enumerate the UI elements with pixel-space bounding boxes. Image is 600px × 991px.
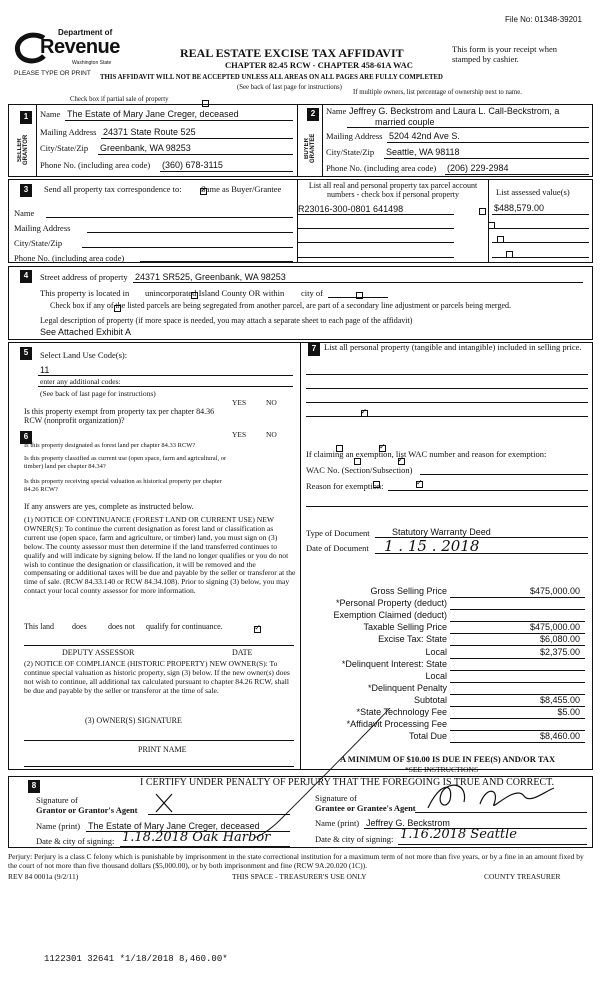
send-correspondence-label: Send all property tax correspondence to:	[44, 184, 182, 194]
warning-text: THIS AFFIDAVIT WILL NOT BE ACCEPTED UNLESS ALL AREAS ON ALL PAGES ARE FULLY COMPLETED	[100, 74, 443, 81]
date-label: DATE	[232, 648, 253, 657]
rule	[133, 282, 583, 283]
form-subtitle: CHAPTER 82.45 RCW - CHAPTER 458-61A WAC	[225, 60, 413, 70]
buyer-city-label: City/State/Zip	[326, 147, 375, 157]
fee-value[interactable]: $6,080.00	[539, 634, 580, 645]
notice-compliance: (2) NOTICE OF COMPLIANCE (HISTORIC PROPERTY) NEW OWNER(S): To continue special valuation as historic property, sign (3) below. If the new owner(s) does not wish to continue, all additional tax calculated pursuant to chapter 84.26 RCW, shall be due and payable by the seller or transferor at the time of sale.	[24, 659, 290, 695]
fee-label: Excise Tax: State	[378, 634, 447, 645]
street-field[interactable]: 24371 SR525, Greenbank, WA 98253	[135, 272, 286, 282]
s6-no-header: NO	[266, 430, 277, 439]
fee-value[interactable]: $8,460.00	[539, 731, 580, 742]
cross-out-stroke	[240, 700, 400, 840]
this-land-label: This land	[24, 622, 54, 631]
fee-label: Exemption Claimed (deduct)	[333, 610, 447, 621]
dor-logo	[14, 26, 124, 70]
fee-label: Total Due	[408, 731, 447, 742]
current-use-question: Is this property classified as current use (open space, farm and agricultural, or timber) land per chapter 84.34?	[24, 455, 227, 470]
buyer-phone-label: Phone No. (including area code)	[326, 163, 437, 173]
doc-date-label: Date of Document	[306, 543, 369, 553]
fee-value[interactable]: $475,000.00	[529, 586, 580, 596]
segregated-label: Check box if any of the listed parcels are being segregated from another parcel, are part of a secondary line adjustment or parcels being merged.	[50, 301, 511, 310]
rule	[398, 844, 587, 845]
parcel-header: List all real and personal property tax parcel account numbers - check box if personal property	[308, 181, 478, 199]
file-number: File No: 01348-39201	[505, 15, 582, 24]
does-label: does	[72, 622, 87, 631]
section-6-badge: 6	[20, 431, 32, 444]
if-any-yes: If any answers are yes, complete as instructed below.	[24, 502, 194, 511]
does-not-checkbox[interactable]	[254, 626, 261, 633]
grantee-date-field[interactable]: 1.16.2018 Seattle	[400, 827, 517, 842]
print-name-label: PRINT NAME	[138, 745, 187, 754]
please-type: PLEASE TYPE OR PRINT	[14, 70, 91, 77]
rule	[87, 232, 293, 233]
fee-label: Local	[425, 670, 447, 681]
deputy-assessor-label: DEPUTY ASSESSOR	[62, 648, 135, 657]
partial-sale-label: Check box if partial sale of property	[70, 96, 169, 103]
buyer-phone-field[interactable]: (206) 229-2984	[447, 163, 509, 173]
rule	[65, 120, 293, 121]
unincorporated-label: unincorporated Island County OR within	[145, 288, 285, 298]
rule	[298, 257, 454, 258]
fee-label: Subtotal	[413, 694, 447, 705]
parcel-1-checkbox[interactable]	[479, 208, 486, 215]
rule	[298, 228, 454, 229]
multiple-owners-note: If multiple owners, list percentage of ownership next to name.	[353, 89, 522, 96]
grantee-sig-label2: Grantee or Grantee's Agent	[315, 803, 416, 813]
seller-mail-label: Mailing Address	[40, 127, 97, 137]
s5-no-header: NO	[266, 398, 277, 407]
rule	[82, 247, 293, 248]
buyer-city-field[interactable]: Seattle, WA 98118	[386, 147, 460, 157]
section-4-badge: 4	[20, 270, 32, 283]
fee-row	[300, 647, 585, 659]
buyer-side-label: BUYER GRANTEE	[304, 133, 316, 163]
grantor-signature[interactable]	[150, 786, 210, 816]
additional-codes-label: enter any additional codes:	[40, 377, 121, 386]
buyer-mail-label: Mailing Address	[326, 131, 383, 141]
rule	[306, 402, 588, 403]
legal-label: Legal description of property (if more space is needed, you may attach a separate sheet to each page of the affidavit)	[40, 316, 413, 325]
divider	[322, 104, 323, 177]
fee-row	[300, 610, 585, 622]
grantor-sig-label2: Grantor or Grantor's Agent	[36, 805, 138, 815]
rule	[306, 374, 588, 375]
fee-value[interactable]: $5.00	[557, 707, 580, 717]
doc-type-label: Type of Document	[306, 528, 370, 538]
divider	[297, 104, 298, 177]
fee-label: Taxable Selling Price	[363, 622, 447, 633]
s5-yes-header: YES	[232, 398, 247, 407]
seller-name-label: Name	[40, 109, 61, 119]
perjury-statement: Perjury: Perjury is a class C felony which is punishable by imprisonment in the state correctional institution for a maximum term of not more than five years, or by a fine in an amount fixed by the court of not more than five thousand dollars ($5,000.00), or by both imprisonment and fine (RCW 9A.20.020 (1C)).	[8, 852, 584, 870]
form-title: REAL ESTATE EXCISE TAX AFFIDAVIT	[180, 46, 404, 60]
rule	[38, 375, 293, 376]
located-text: This property is located in	[40, 288, 130, 298]
land-use-field[interactable]: 11	[40, 365, 50, 375]
see-instructions: *SEE INSTRUCTIONS	[405, 765, 479, 774]
rule	[46, 217, 293, 218]
rule	[306, 416, 588, 417]
fee-label: Gross Selling Price	[370, 586, 447, 596]
s5-see-back: (See back of last page for instructions)	[40, 389, 156, 398]
seller-phone-label: Phone No. (including area code)	[40, 160, 151, 170]
grantor-name-field[interactable]: The Estate of Mary Jane Creger, deceased	[88, 821, 260, 831]
rule	[384, 158, 589, 159]
rule	[140, 261, 293, 262]
exempt-question: Is this property exempt from property tax per chapter 84.36 RCW (nonprofit organization)?	[24, 407, 215, 425]
section-1-badge: 1	[20, 111, 32, 124]
grantor-sig-label1: Signature of	[36, 795, 78, 805]
rule	[388, 490, 588, 491]
fee-label: *Delinquent Interest: State	[341, 658, 447, 669]
fee-value[interactable]: $8,455.00	[539, 694, 580, 705]
divider	[297, 179, 298, 263]
rule	[492, 214, 589, 215]
fee-label: *Personal Property (deduct)	[335, 598, 447, 609]
seller-phone-field[interactable]: (360) 678-3115	[162, 160, 223, 170]
owner-signature-label: (3) OWNER(S) SIGNATURE	[85, 716, 182, 725]
fee-row	[300, 671, 585, 683]
fee-label: *Affidavit Processing Fee	[346, 719, 447, 730]
rule	[98, 154, 293, 155]
grantee-name-field[interactable]: Jeffrey G. Beckstrom	[366, 818, 450, 828]
section-7-badge: 7	[308, 343, 320, 356]
rule	[306, 388, 588, 389]
rule	[375, 553, 588, 554]
s6-yes-header: YES	[232, 430, 247, 439]
grantee-date-label: Date & city of signing:	[315, 834, 394, 844]
fee-value[interactable]: $2,375.00	[539, 646, 580, 657]
fee-row	[300, 622, 585, 634]
rule	[160, 171, 293, 172]
rule	[38, 386, 293, 387]
assessed-value-1[interactable]: $488,579.00	[494, 203, 545, 213]
logo-line2: Revenue	[40, 36, 120, 58]
certify-statement: I CERTIFY UNDER PENALTY OF PERJURY THAT THE FOREGOING IS TRUE AND CORRECT.	[140, 777, 554, 788]
section-3-badge: 3	[20, 184, 32, 197]
fee-row	[300, 634, 585, 646]
notice-continuance: (1) NOTICE OF CONTINUANCE (FOREST LAND OR CURRENT USE) NEW OWNER(S): To continue the current designation as forest land or classification as current use (open space, farm and agriculture, or timber) land, you must sign on (3) below. The county assessor must then determine if the land transferred continues to qualify and will indicate by signing below. If the land no longer qualifies or you do not wish to continue the designation or classification, it will be removed and the compensating or additional taxes will be due and payable by the seller or transferor at the time of sale. (RCW 84.33.140 or RCW 84.34.108). Prior to signing (3) below, you may contact your local county assessor for more information.	[24, 515, 296, 596]
s3-city-label: City/State/Zip	[14, 238, 63, 248]
section-8-badge: 8	[28, 780, 40, 793]
fee-label: *Delinquent Penalty	[367, 682, 447, 693]
city-of-checkbox[interactable]	[356, 292, 363, 299]
section-5-badge: 5	[20, 347, 32, 360]
grantee-sig-label1: Signature of	[315, 793, 357, 803]
cashier-stamp: 1122301 32641 *1/18/2018 8,460.00*	[44, 954, 228, 964]
buyer-name-label: Name	[326, 106, 347, 116]
s3-phone-label: Phone No. (including area code)	[14, 253, 125, 263]
rule	[445, 174, 589, 175]
grantee-signature[interactable]	[420, 778, 560, 814]
parcel-1[interactable]: R23016-300-0801 641498	[298, 204, 404, 214]
legal-field[interactable]: See Attached Exhibit A	[40, 327, 132, 337]
fee-label: Local	[425, 646, 447, 657]
s3-mail-label: Mailing Address	[14, 223, 71, 233]
rule	[492, 228, 589, 229]
street-label: Street address of property	[40, 272, 128, 282]
rule	[101, 138, 293, 139]
personal-property-label: List all personal property (tangible and intangible) included in selling price.	[324, 342, 582, 352]
fee-rule	[450, 742, 585, 743]
rule	[24, 645, 294, 646]
divider	[36, 104, 37, 177]
grantor-date-field[interactable]: 1.18.2018 Oak Harbor	[122, 830, 271, 845]
fee-row	[300, 683, 585, 695]
buyer-name-field-line2[interactable]: married couple	[375, 117, 435, 127]
revision-number: REV 84 0001a (9/2/11)	[8, 872, 79, 881]
wac-label: WAC No. (Section/Subsection)	[306, 465, 413, 475]
rule	[420, 474, 588, 475]
doc-date-field[interactable]: 1 . 15 . 2018	[384, 537, 480, 555]
reason-label: Reason for exemption:	[306, 481, 384, 491]
seller-mail-field[interactable]: 24371 State Route 525	[103, 127, 196, 137]
buyer-mail-field[interactable]: 5204 42nd Ave S.	[389, 131, 460, 141]
minimum-fee-note: A MINIMUM OF $10.00 IS DUE IN FEE(S) AND/OR TAX	[340, 754, 556, 764]
grantee-name-label: Name (print)	[315, 818, 360, 828]
rule	[298, 214, 454, 215]
divider	[488, 179, 489, 263]
historic-no-checkbox[interactable]	[416, 481, 423, 488]
county-treasurer-label: COUNTY TREASURER	[484, 872, 561, 881]
exemption-label: If claiming an exemption, list WAC number and reason for exemption:	[306, 449, 547, 459]
rule	[328, 297, 388, 298]
does-not-label: does not	[108, 622, 135, 631]
seller-name-field[interactable]: The Estate of Mary Jane Creger, deceased	[67, 109, 239, 119]
rule	[306, 506, 588, 507]
forest-question: Is this property designated as forest land per chapter 84.33 RCW?	[24, 442, 196, 449]
assessed-header: List assessed value(s)	[496, 187, 570, 197]
rule	[492, 257, 589, 258]
seller-city-field[interactable]: Greenbank, WA 98253	[100, 143, 191, 153]
buyer-name-field[interactable]: Jeffrey G. Beckstrom and Laura L. Call-Beckstrom, a	[349, 106, 560, 116]
historic-question: Is this property receiving special valuation as historical property per chapter 84.26 RCW?	[24, 478, 222, 493]
grantor-date-label: Date & city of signing:	[36, 836, 115, 846]
fee-row	[300, 598, 585, 610]
rule	[387, 142, 589, 143]
logo-line3: Washington State	[72, 60, 112, 66]
qualify-label: qualify for continuance.	[146, 622, 223, 631]
fee-row	[300, 659, 585, 671]
land-use-label: Select Land Use Code(s):	[40, 350, 128, 360]
rule	[298, 242, 454, 243]
fee-row	[300, 586, 585, 598]
seller-city-label: City/State/Zip	[40, 143, 89, 153]
logo-line1: Department of	[58, 28, 113, 37]
same-as-buyer-label: Same as Buyer/Grantee	[201, 184, 282, 194]
rule	[120, 846, 290, 847]
treasurer-space-label: THIS SPACE - TREASURER'S USE ONLY	[232, 872, 367, 881]
city-of-label: city of	[301, 288, 323, 298]
grantor-name-label: Name (print)	[36, 821, 81, 831]
rule	[347, 127, 589, 128]
fee-value[interactable]: $475,000.00	[529, 622, 580, 633]
s3-name-label: Name	[14, 208, 35, 218]
section-2-badge: 2	[307, 108, 319, 121]
fee-label: *State Technology Fee	[356, 707, 447, 717]
rule	[492, 242, 589, 243]
see-back-note: (See back of last page for instructions)	[237, 84, 342, 91]
seller-side-label: SELLER GRANTOR	[17, 134, 29, 166]
receipt-note: This form is your receipt when stamped by cashier.	[452, 44, 558, 64]
doc-type-field[interactable]: Statutory Warranty Deed	[392, 527, 491, 537]
